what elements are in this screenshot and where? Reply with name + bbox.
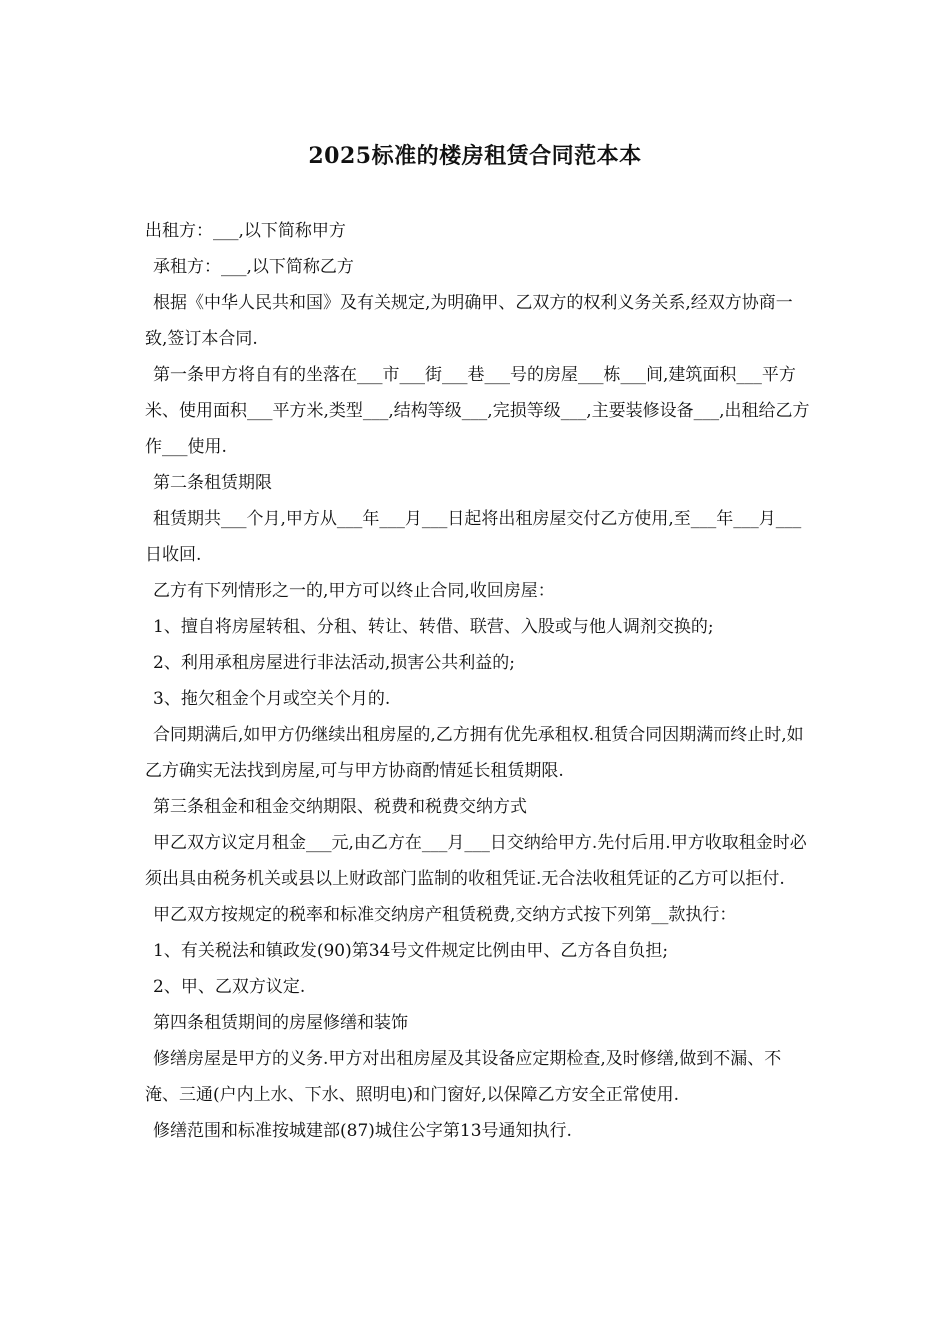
paragraph-preamble: 根据《中华人民共和国》及有关规定,为明确甲、乙双方的权利义务关系,经双方协商一致,签订本合同.	[145, 293, 793, 349]
document-body	[145, 213, 810, 1149]
list-item: 2、甲、乙双方议定.	[153, 977, 306, 997]
paragraph-termination-conditions: 乙方有下列情形之一的,甲方可以终止合同,收回房屋：	[153, 581, 555, 601]
list-item: 1、有关税法和镇政发(90)第34号文件规定比例由甲、乙方各自负担;	[153, 941, 669, 961]
paragraph-repair-scope: 修缮范围和标准按城建部(87)城住公字第13号通知执行.	[153, 1121, 572, 1141]
list-item: 2、利用承租房屋进行非法活动,损害公共利益的;	[153, 653, 515, 673]
document-title: 2025标准的楼房租赁合同范本本	[308, 143, 642, 169]
paragraph-repairs: 修缮房屋是甲方的义务.甲方对出租房屋及其设备应定期检查,及时修缮,做到不漏、不淹、三通(户内上水、下水、照明电)和门窗好,以保障乙方安全正常使用.	[145, 1049, 782, 1105]
paragraph-rent: 甲乙双方议定月租金___元,由乙方在___月___日交纳给甲方.先付后用.甲方收取租金时必须出具由税务机关或县以上财政部门监制的收租凭证.无合法收租凭证的乙方可以拒付.	[145, 833, 807, 889]
heading-article-3: 第三条租金和租金交纳期限、税费和税费交纳方式	[153, 797, 527, 817]
paragraph-lessor: 出租方：___,以下简称甲方	[145, 221, 346, 241]
paragraph-lessee: 承租方：___,以下简称乙方	[153, 257, 354, 277]
paragraph-article-1: 第一条甲方将自有的坐落在___市___街___巷___号的房屋___栋___间,建筑面积___平方米、使用面积___平方米,类型___,结构等级___,完损等级___,主要装修设备___,出租给乙方作___使用.	[145, 365, 810, 457]
paragraph-lease-term: 租赁期共___个月,甲方从___年___月___日起将出租房屋交付乙方使用,至___年___月___日收回.	[145, 509, 802, 565]
list-item: 3、拖欠租金个月或空关个月的.	[153, 689, 391, 709]
paragraph-taxes: 甲乙双方按规定的税率和标准交纳房产租赁税费,交纳方式按下列第__款执行：	[153, 905, 737, 925]
list-item: 1、擅自将房屋转租、分租、转让、转借、联营、入股或与他人调剂交换的;	[153, 617, 714, 637]
heading-article-2: 第二条租赁期限	[153, 473, 272, 493]
paragraph-renewal: 合同期满后,如甲方仍继续出租房屋的,乙方拥有优先承租权.租赁合同因期满而终止时,如乙方确实无法找到房屋,可与甲方协商酌情延长租赁期限.	[145, 725, 804, 781]
heading-article-4: 第四条租赁期间的房屋修缮和装饰	[153, 1013, 408, 1033]
